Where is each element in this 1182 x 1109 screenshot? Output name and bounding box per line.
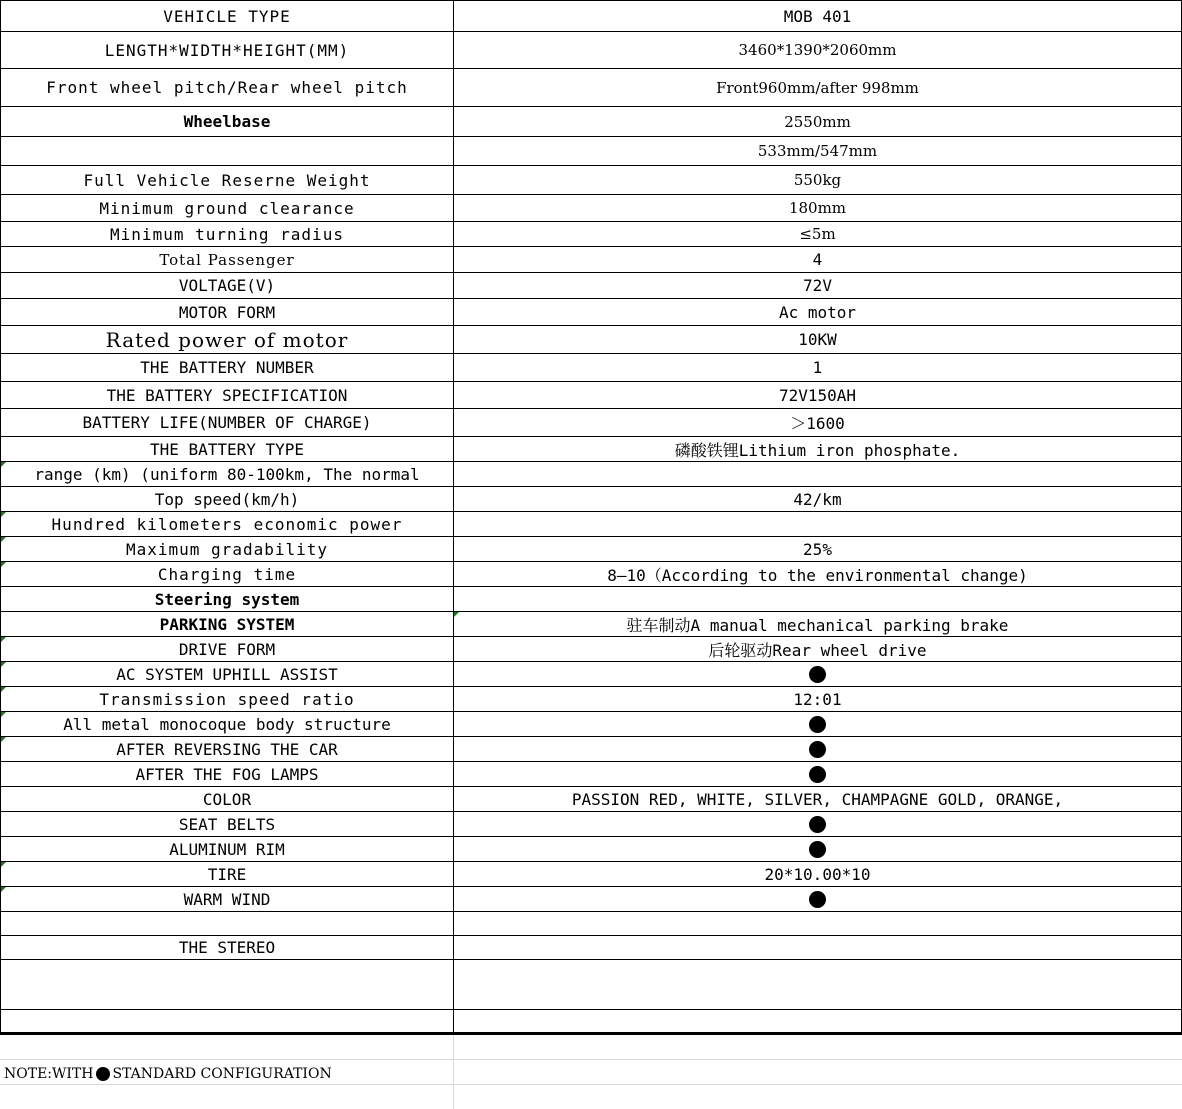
- spec-label-cell: [0, 712, 453, 736]
- gridline: [0, 1084, 1182, 1085]
- spec-label-cell: [0, 273, 453, 298]
- table-row: [0, 812, 1182, 837]
- spec-value-cell: [453, 409, 1182, 436]
- table-row: [0, 299, 1182, 326]
- table-row: [0, 562, 1182, 587]
- spec-label-cell: [0, 587, 453, 611]
- spec-label-cell: [0, 437, 453, 461]
- table-row: [0, 912, 1182, 936]
- note-prefix: NOTE:WITH: [4, 1066, 94, 1082]
- spec-value-cell: [453, 512, 1182, 536]
- spec-label-cell: [0, 166, 453, 194]
- spec-label: Minimum turning radius: [110, 224, 344, 244]
- spec-value-cell: [453, 195, 1182, 221]
- table-row: [0, 887, 1182, 912]
- spec-label-cell: [0, 862, 453, 886]
- spec-value-cell: [453, 960, 1182, 1009]
- spec-value: MOB 401: [783, 6, 852, 26]
- spec-value: 3460*1390*2060mm: [738, 41, 897, 59]
- gridline-vertical: [453, 1035, 454, 1109]
- spec-value-cell: [453, 737, 1182, 761]
- spec-label-cell: [0, 662, 453, 686]
- spec-label-cell: [0, 936, 453, 959]
- spec-value-cell: [453, 612, 1182, 636]
- spec-value-cell: [453, 437, 1182, 461]
- spec-value-cell: [453, 587, 1182, 611]
- table-row: [0, 687, 1182, 712]
- spec-label: Maximum gradability: [125, 539, 329, 559]
- cell-marker-icon: [1, 862, 6, 867]
- spec-value: 25%: [803, 539, 832, 559]
- gridline: [0, 1059, 1182, 1060]
- table-row: [0, 587, 1182, 612]
- table-row: [0, 409, 1182, 437]
- spec-label: BATTERY LIFE(NUMBER OF CHARGE): [82, 413, 372, 432]
- spec-label: THE BATTERY TYPE: [149, 439, 305, 459]
- spec-value: 磷酸铁锂Lithium iron phosphate.: [674, 440, 961, 460]
- spec-label-cell: [0, 299, 453, 325]
- spec-label-cell: [0, 787, 453, 811]
- standard-dot-icon: [809, 816, 826, 833]
- spec-value-cell: [453, 936, 1182, 959]
- spec-label: Charging time: [157, 564, 297, 584]
- spec-label: AFTER THE FOG LAMPS: [135, 764, 319, 784]
- spec-value: PASSION RED, WHITE, SILVER, CHAMPAGNE GOLD, ORANGE,: [571, 789, 1064, 809]
- cell-marker-icon: [1, 662, 6, 667]
- spec-value: 550kg: [793, 171, 842, 189]
- spec-label: PARKING SYSTEM: [159, 614, 295, 634]
- table-row: [0, 382, 1182, 409]
- spec-value-cell: [453, 166, 1182, 194]
- spec-label-cell: [0, 887, 453, 911]
- spec-value-cell: [453, 326, 1182, 353]
- spec-label-cell: [0, 247, 453, 272]
- spec-label: Total Passenger: [159, 250, 295, 269]
- table-row: [0, 0, 1182, 32]
- spec-value-cell: [453, 712, 1182, 736]
- spec-value-cell: [453, 887, 1182, 911]
- cell-marker-icon: [1, 712, 6, 717]
- table-row: [0, 512, 1182, 537]
- spec-label: All metal monocoque body structure: [63, 714, 391, 734]
- cell-marker-icon: [1, 462, 6, 467]
- table-row: [0, 32, 1182, 69]
- spec-value: 后轮驱动Rear wheel drive: [708, 640, 927, 660]
- spec-value: ＞1600: [790, 414, 845, 433]
- spec-value: 533mm/547mm: [757, 142, 878, 160]
- spec-value: Ac motor: [778, 302, 857, 322]
- spec-value-cell: [453, 1, 1182, 31]
- spec-label-cell: [0, 837, 453, 861]
- spec-label-cell: [0, 326, 453, 353]
- spec-value: 10KW: [798, 330, 837, 349]
- spec-label-cell: [0, 69, 453, 106]
- spec-label-cell: [0, 960, 453, 1009]
- spec-label-cell: [0, 612, 453, 636]
- spec-value: 2550mm: [784, 112, 851, 131]
- table-row: [0, 637, 1182, 662]
- standard-dot-icon: [809, 666, 826, 683]
- spec-label-cell: [0, 107, 453, 136]
- standard-dot-icon: [96, 1067, 110, 1081]
- cell-marker-icon: [1, 887, 6, 892]
- spec-label-cell: [0, 512, 453, 536]
- spec-value: 42/km: [793, 489, 842, 509]
- standard-dot-icon: [809, 891, 826, 908]
- spec-label-cell: [0, 637, 453, 661]
- spec-label-cell: [0, 222, 453, 246]
- spec-value-cell: [453, 487, 1182, 511]
- spec-value: 20*10.00*10: [764, 864, 871, 884]
- spec-label: AC SYSTEM UPHILL ASSIST: [116, 664, 338, 684]
- table-row: [0, 936, 1182, 960]
- spec-label: Hundred kilometers economic power: [51, 514, 403, 534]
- spec-value: 1: [812, 358, 823, 377]
- table-row: [0, 787, 1182, 812]
- spec-value: ≤5m: [799, 225, 836, 243]
- spec-value: 72V150AH: [778, 385, 857, 405]
- spec-label-cell: [0, 32, 453, 68]
- spec-label: Front wheel pitch/Rear wheel pitch: [46, 78, 408, 97]
- spec-value-cell: [453, 662, 1182, 686]
- table-row: [0, 195, 1182, 222]
- standard-dot-icon: [809, 741, 826, 758]
- table-row: [0, 326, 1182, 354]
- table-row: [0, 462, 1182, 487]
- spec-label: MOTOR FORM: [178, 302, 276, 322]
- spec-label: COLOR: [202, 789, 252, 809]
- spec-label-cell: [0, 537, 453, 561]
- spec-label-cell: [0, 409, 453, 436]
- spec-label-cell: [0, 137, 453, 165]
- cell-marker-icon: [1, 637, 6, 642]
- spec-value-cell: [453, 273, 1182, 298]
- spec-label: Steering system: [154, 589, 300, 609]
- note-suffix: STANDARD CONFIGURATION: [112, 1066, 332, 1082]
- spec-label: THE BATTERY SPECIFICATION: [106, 385, 348, 405]
- spec-value: 180mm: [788, 199, 847, 217]
- spec-value-cell: [453, 354, 1182, 381]
- spec-value-cell: [453, 562, 1182, 586]
- cell-marker-icon: [1, 537, 6, 542]
- spec-value-cell: [453, 107, 1182, 136]
- spec-value: Front960mm/after 998mm: [716, 78, 919, 97]
- spec-label-cell: [0, 687, 453, 711]
- table-row: [0, 737, 1182, 762]
- spec-label: WARM WIND: [183, 889, 271, 909]
- table-row: [0, 487, 1182, 512]
- spec-label: TIRE: [207, 864, 247, 884]
- spec-label: VOLTAGE(V): [178, 276, 276, 295]
- table-row: [0, 222, 1182, 247]
- spec-value-cell: [453, 462, 1182, 486]
- table-row: [0, 273, 1182, 299]
- spec-value-cell: [453, 862, 1182, 886]
- cell-marker-icon: [1, 512, 6, 517]
- spec-value-cell: [453, 837, 1182, 861]
- spec-label-cell: [0, 195, 453, 221]
- spec-value-cell: [453, 787, 1182, 811]
- spec-value: 72V: [803, 276, 832, 295]
- table-row: [0, 137, 1182, 166]
- table-row: [0, 166, 1182, 195]
- spec-label-cell: [0, 382, 453, 408]
- spec-label: Rated power of motor: [105, 327, 349, 352]
- table-row: [0, 762, 1182, 787]
- table-row: [0, 354, 1182, 382]
- table-row: [0, 437, 1182, 462]
- spec-value-cell: [453, 137, 1182, 165]
- spec-label-cell: [0, 812, 453, 836]
- spec-label: Wheelbase: [183, 112, 271, 131]
- spec-value: 12:01: [793, 689, 842, 709]
- spec-label: AFTER REVERSING THE CAR: [116, 739, 338, 759]
- standard-dot-icon: [809, 841, 826, 858]
- spec-label-cell: [0, 1010, 453, 1032]
- spec-label-cell: [0, 737, 453, 761]
- table-row: [0, 662, 1182, 687]
- standard-dot-icon: [809, 766, 826, 783]
- spec-label: Full Vehicle Reserne Weight: [83, 170, 371, 190]
- spec-value-cell: [453, 637, 1182, 661]
- standard-dot-icon: [809, 716, 826, 733]
- spec-label: Transmission speed ratio: [99, 689, 355, 709]
- spec-value-cell: [453, 299, 1182, 325]
- cell-marker-icon: [1, 737, 6, 742]
- spec-label: ALUMINUM RIM: [169, 839, 285, 859]
- table-row: [0, 862, 1182, 887]
- spec-value-cell: [453, 222, 1182, 246]
- cell-marker-icon: [454, 612, 459, 617]
- spec-value-cell: [453, 382, 1182, 408]
- spec-label: DRIVE FORM: [178, 639, 276, 659]
- spec-value-cell: [453, 912, 1182, 935]
- spec-value: 4: [812, 250, 823, 269]
- spec-value-cell: [453, 69, 1182, 106]
- spec-value: 驻车制动A manual mechanical parking brake: [626, 615, 1009, 635]
- spec-label: Minimum ground clearance: [99, 198, 355, 218]
- spec-value-cell: [453, 687, 1182, 711]
- spec-label-cell: [0, 1, 453, 31]
- spec-label-cell: [0, 487, 453, 511]
- spec-label-cell: [0, 562, 453, 586]
- spec-label: THE BATTERY NUMBER: [140, 358, 314, 377]
- spec-label: Top speed(km/h): [154, 489, 300, 509]
- spec-value: 8—10（According to the environmental change): [607, 565, 1028, 585]
- cell-marker-icon: [1, 562, 6, 567]
- table-row: [0, 612, 1182, 637]
- table-row: [0, 712, 1182, 737]
- spec-value-cell: [453, 812, 1182, 836]
- cell-marker-icon: [1, 687, 6, 692]
- spec-label-cell: [0, 462, 453, 486]
- spec-label-cell: [0, 912, 453, 935]
- spec-value-cell: [453, 247, 1182, 272]
- spec-label: SEAT BELTS: [178, 814, 276, 834]
- spec-value-cell: [453, 762, 1182, 786]
- table-row: [0, 69, 1182, 107]
- table-row: [0, 247, 1182, 273]
- table-row: [0, 837, 1182, 862]
- spec-label-cell: [0, 762, 453, 786]
- spec-label: range (km) (uniform 80-100km, The normal: [34, 464, 420, 484]
- table-row: [0, 537, 1182, 562]
- table-row: [0, 107, 1182, 137]
- spec-label: THE STEREO: [178, 938, 276, 957]
- table-bottom-border: [0, 1033, 1182, 1035]
- spec-label: VEHICLE TYPE: [163, 6, 291, 26]
- spec-value-cell: [453, 537, 1182, 561]
- spec-value-cell: [453, 32, 1182, 68]
- table-row: [0, 960, 1182, 1010]
- spec-label-cell: [0, 354, 453, 381]
- configuration-note: [4, 1064, 332, 1084]
- spec-label: LENGTH*WIDTH*HEIGHT(MM): [104, 40, 350, 60]
- table-row: [0, 1010, 1182, 1033]
- spec-value-cell: [453, 1010, 1182, 1032]
